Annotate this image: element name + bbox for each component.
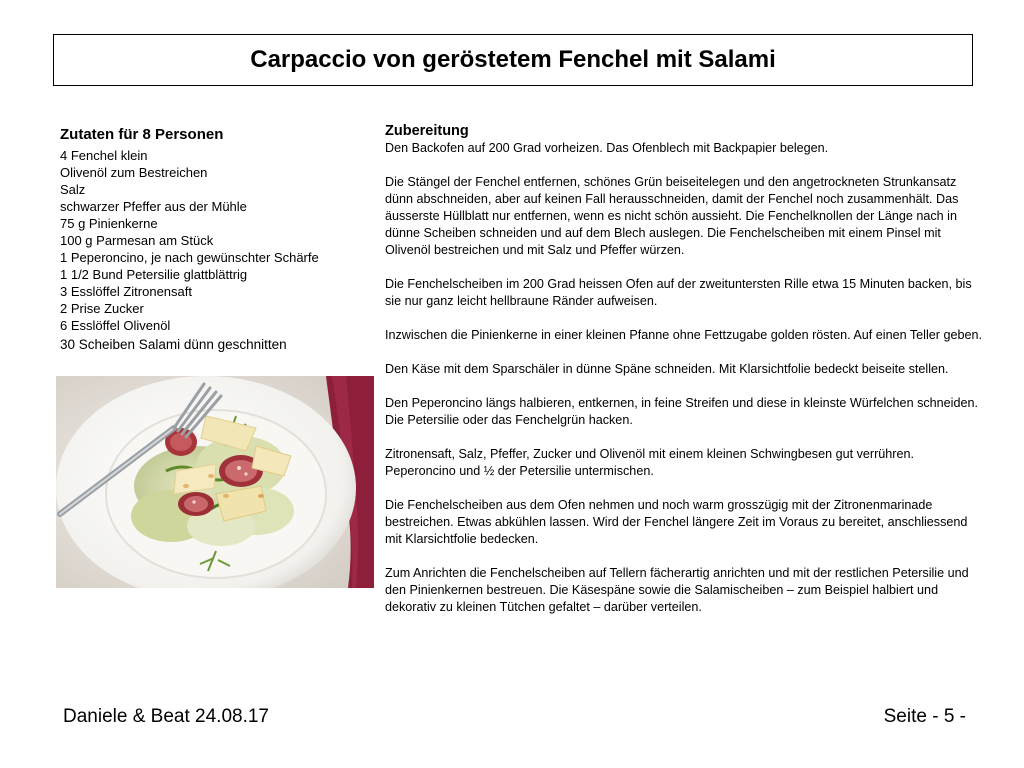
preparation-heading: Zubereitung bbox=[385, 123, 469, 139]
preparation-section bbox=[385, 123, 985, 633]
preparation-step: Den Backofen auf 200 Grad vorheizen. Das Ofenblech mit Backpapier belegen. bbox=[385, 141, 829, 155]
ingredient-item: Olivenöl zum Bestreichen bbox=[60, 165, 208, 180]
ingredient-item: 4 Fenchel klein bbox=[60, 148, 148, 163]
ingredient-item: 6 Esslöffel Olivenöl bbox=[60, 318, 171, 333]
preparation-step: Die Fenchelscheiben im 200 Grad heissen Ofen auf der zweituntersten Rille etwa 15 Minuten backen, bis sie nur ganz leicht hellbraune Ränder aufweisen. bbox=[385, 277, 972, 308]
carpaccio-plate-photo bbox=[56, 376, 374, 588]
ingredient-item: schwarzer Pfeffer aus der Mühle bbox=[60, 199, 247, 214]
ingredients-list bbox=[60, 147, 360, 354]
title-box bbox=[53, 34, 973, 86]
preparation-step: Den Käse mit dem Sparschäler in dünne Späne schneiden. Mit Klarsichtfolie bedeckt beiseite stellen. bbox=[385, 362, 949, 376]
preparation-step: Die Fenchelscheiben aus dem Ofen nehmen und noch warm grosszügig mit der Zitronenmarinade bestreichen. Etwas abkühlen lassen. Wird der Fenchel längere Zeit im Voraus zu bereitet, anschliessend mit Klarsichtfolie bedecken. bbox=[385, 498, 968, 546]
ingredient-item: Salz bbox=[60, 182, 86, 197]
preparation-step: Den Peperoncino längs halbieren, entkernen, in feine Streifen und diese in kleinste Würfelchen schneiden. Die Petersilie oder das Fenchelgrün hacken. bbox=[385, 396, 978, 427]
footer-author-date: Daniele & Beat 24.08.17 bbox=[63, 706, 269, 727]
ingredient-item: 1 1/2 Bund Petersilie glattblättrig bbox=[60, 267, 248, 282]
ingredient-item: 30 Scheiben Salami dünn geschnitten bbox=[60, 337, 287, 352]
preparation-step: Inzwischen die Pinienkerne in einer kleinen Pfanne ohne Fettzugabe golden rösten. Auf einen Teller geben. bbox=[385, 328, 982, 342]
preparation-step: Zitronensaft, Salz, Pfeffer, Zucker und Olivenöl mit einem kleinen Schwingbesen gut verrühren. Peperoncino und ½ der Petersilie untermischen. bbox=[385, 447, 914, 478]
preparation-step: Zum Anrichten die Fenchelscheiben auf Tellern fächerartig anrichten und mit der restlichen Petersilie und den Pinienkernen bestreuen. Die Käsespäne sowie die Salamischeiben – zum Beispiel halbiert und dekorativ zu kleinen Tütchen gefaltet – darüber verteilen. bbox=[385, 566, 969, 614]
ingredient-item: 100 g Parmesan am Stück bbox=[60, 233, 214, 248]
page-title: Carpaccio von geröstetem Fenchel mit Salami bbox=[250, 46, 776, 73]
ingredient-item: 2 Prise Zucker bbox=[60, 301, 144, 316]
ingredients-heading: Zutaten für 8 Personen bbox=[60, 126, 224, 143]
ingredient-item: 75 g Pinienkerne bbox=[60, 216, 158, 231]
ingredients-section bbox=[60, 126, 360, 354]
footer-page-number: Seite - 5 - bbox=[883, 706, 966, 727]
ingredient-item: 1 Peperoncino, je nach gewünschter Schärfe bbox=[60, 250, 319, 265]
preparation-step: Die Stängel der Fenchel entfernen, schönes Grün beiseitelegen und den angetrockneten Strunkansatz dünn abschneiden, aber auf keinen Fall herausschneiden, damit der Fenchel noch zusammenhält. Das äusserste Hüllblatt nur entfernen, wenn es nicht schön aussieht. Die Fenchelknollen der Länge nach in dünne Scheiben schneiden und auf dem Blech auslegen. Die Fenchelscheiben mit einem Pinsel mit Olivenöl bestreichen und mit Salz und Pfeffer würzen. bbox=[385, 175, 959, 257]
ingredient-item: 3 Esslöffel Zitronensaft bbox=[60, 284, 192, 299]
